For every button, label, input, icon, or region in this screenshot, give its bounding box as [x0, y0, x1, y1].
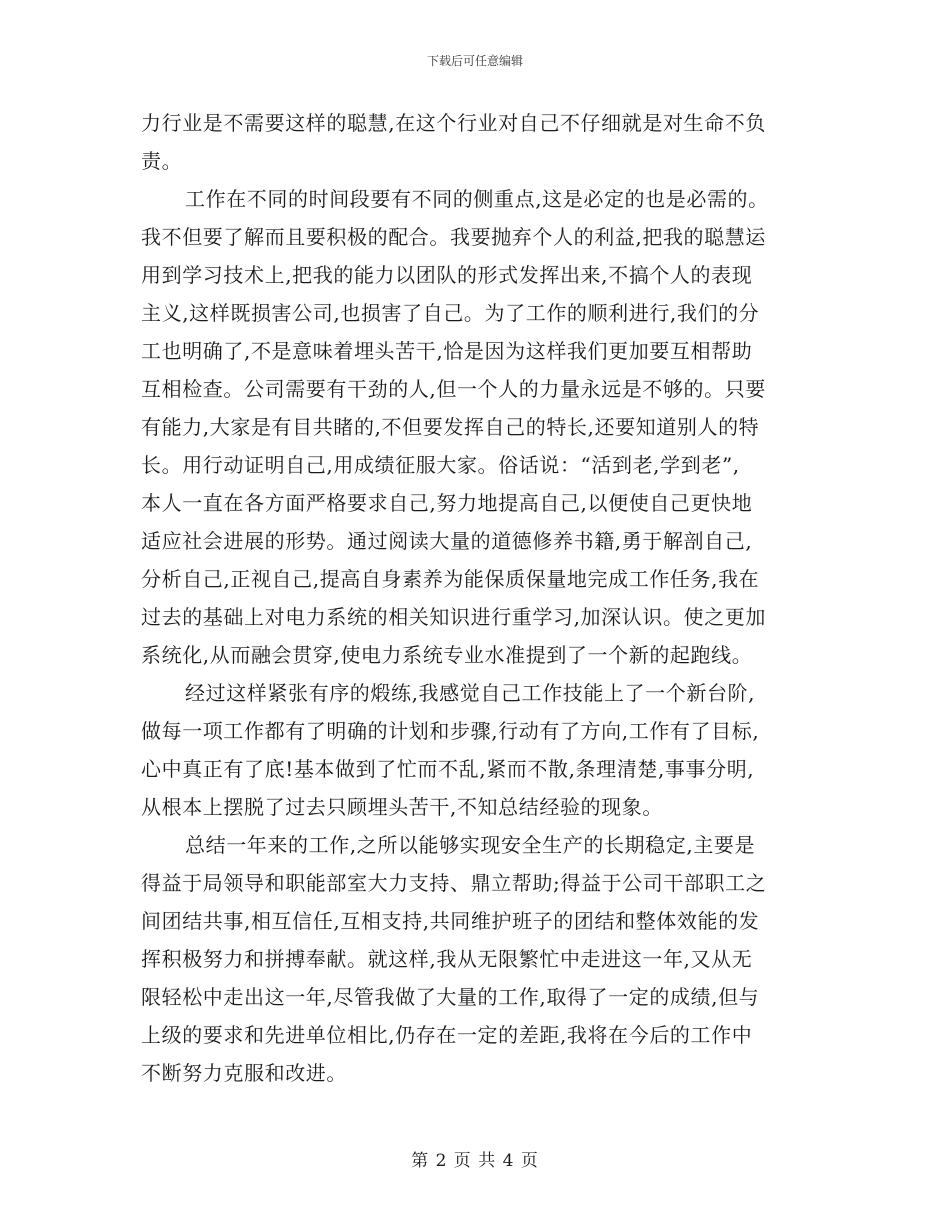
text-line: 责。: [141, 149, 183, 173]
text-line: 工也明确了,不是意味着埋头苦干,恰是因为这样我们更加要互相帮助: [141, 339, 753, 363]
text-line: 间团结共事,相互信任,互相支持,共同维护班子的团结和整体效能的发: [141, 909, 760, 933]
paragraph-start-line: 经过这样紧张有序的煅练,我感觉自己工作技能上了一个新台阶,: [185, 681, 756, 705]
paragraph-start-line: 工作在不同的时间段要有不同的侧重点,这是必定的也是必需的。: [185, 187, 769, 211]
text-line: 我不但要了解而且要积极的配合。我要抛弃个人的利益,把我的聪慧运: [141, 225, 766, 249]
text-line: 互相检查。公司需要有干劲的人,但一个人的力量永远是不够的。只要: [141, 377, 766, 401]
paragraph-start-line: 总结一年来的工作,之所以能够实现安全生产的长期稳定,主要是: [185, 833, 756, 857]
text-line: 分析自己,正视自己,提高自身素养为能保质保量地完成工作任务,我在: [141, 567, 760, 591]
page-number-footer: 第 2 页 共 4 页: [411, 1151, 539, 1171]
text-line: 本人一直在各方面严格要求自己,努力地提高自己,以便使自己更快地: [141, 491, 753, 515]
text-line: 力行业是不需要这样的聪慧,在这个行业对自己不仔细就是对生命不负: [141, 111, 766, 135]
text-line: 主义,这样既损害公司,也损害了自己。为了工作的顺利进行,我们的分: [141, 301, 760, 325]
text-line: 上级的要求和先进单位相比,仍存在一定的差距,我将在今后的工作中: [141, 1023, 753, 1047]
text-line: 限轻松中走出这一年,尽管我做了大量的工作,取得了一定的成绩,但与: [141, 985, 760, 1009]
text-line: 过去的基础上对电力系统的相关知识进行重学习,加深认识。使之更加: [141, 605, 766, 629]
text-line: 心中真正有了底!基本做到了忙而不乱,紧而不散,条理清楚,事事分明,: [141, 757, 755, 781]
text-line: 从根本上摆脱了过去只顾埋头苦干,不知总结经验的现象。: [141, 795, 663, 819]
text-line: 有能力,大家是有目共睹的,不但要发挥自己的特长,还要知道别人的特: [141, 415, 760, 439]
text-line: 挥积极努力和拼搏奉献。就这样,我从无限繁忙中走进这一年,又从无: [141, 947, 753, 971]
document-body: [141, 104, 821, 1092]
text-line: 用到学习技术上,把我的能力以团队的形式发挥出来,不搞个人的表现: [141, 263, 753, 287]
text-line: 长。用行动证明自己,用成绩征服大家。俗话说：“活到老,学到老”,: [141, 453, 740, 477]
text-line: 得益于局领导和职能部室大力支持、鼎立帮助;得益于公司干部职工之: [141, 871, 767, 895]
page-header: 下载后可任意编辑: [426, 54, 523, 68]
text-line: 系统化,从而融会贯穿,使电力系统专业水准提到了一个新的起跑线。: [141, 643, 753, 667]
text-line: 适应社会进展的形势。通过阅读大量的道德修养书籍,勇于解剖自己,: [141, 529, 753, 553]
text-line: 做每一项工作都有了明确的计划和步骤,行动有了方向,工作有了目标,: [141, 719, 760, 743]
text-line: 不断努力克服和改进。: [141, 1061, 347, 1085]
